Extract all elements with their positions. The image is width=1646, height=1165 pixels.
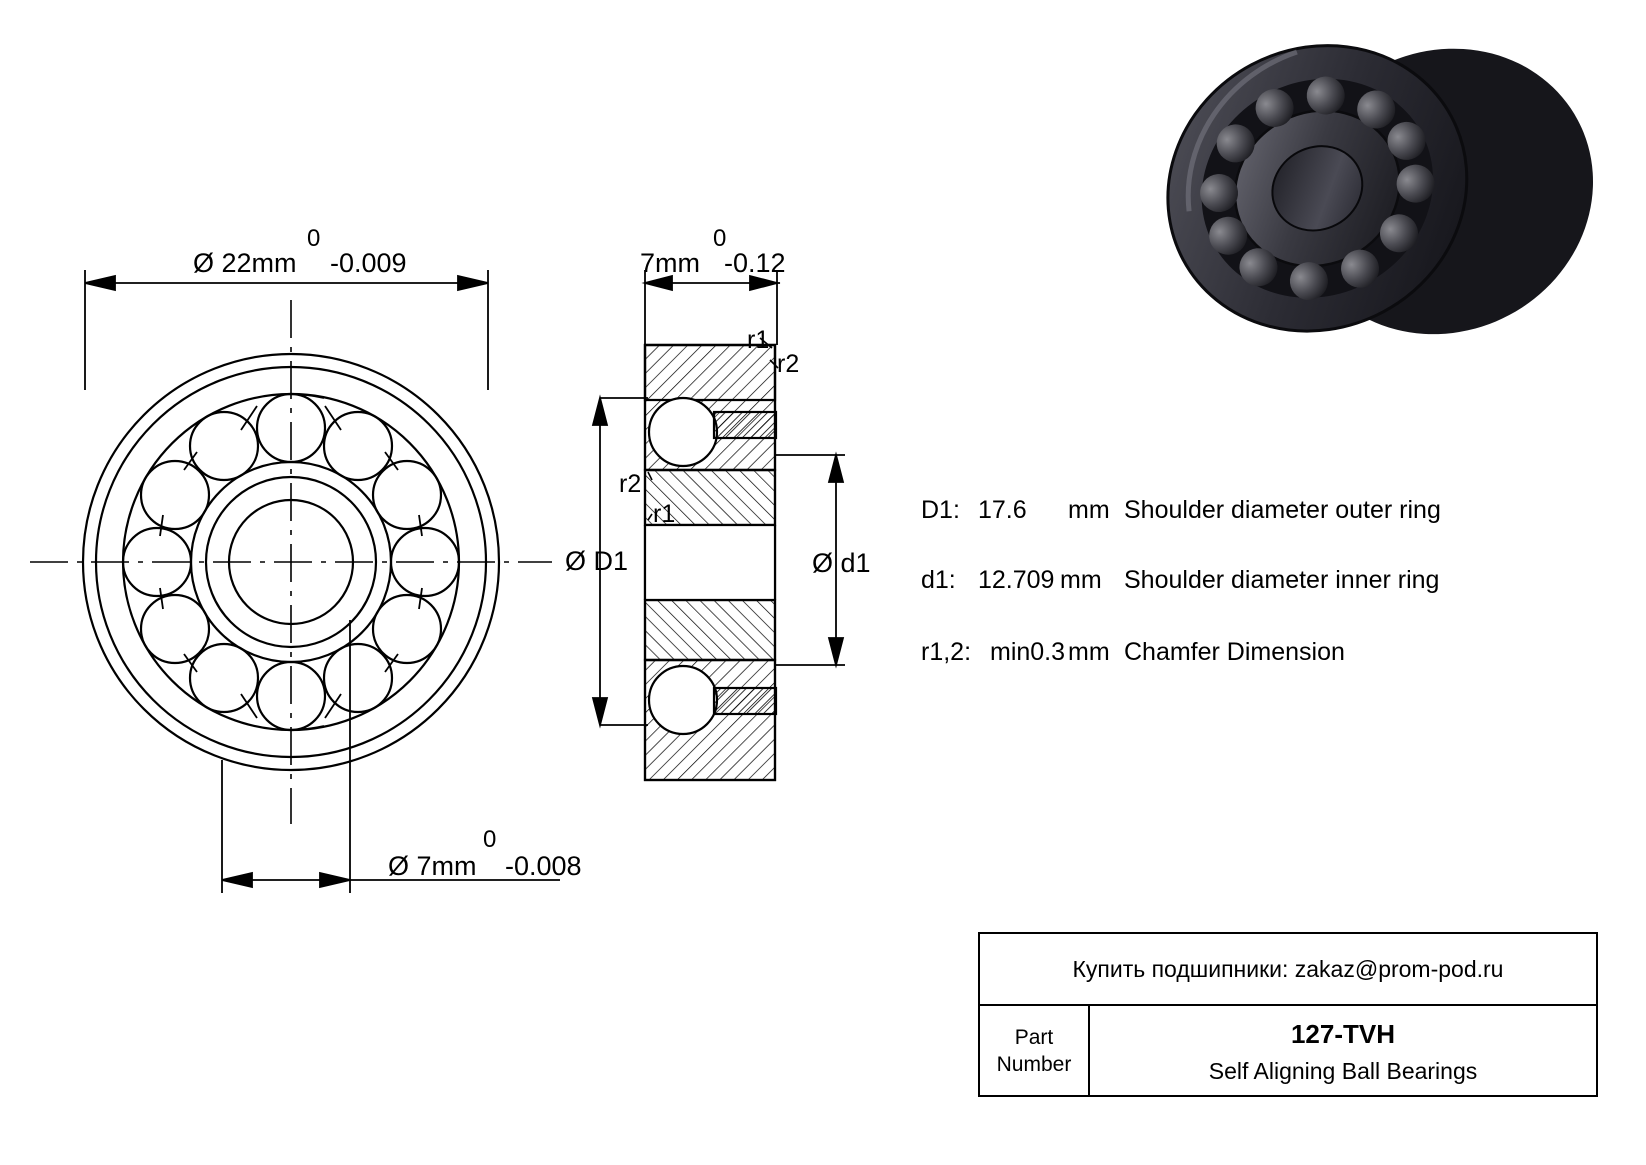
contact-email-text: Купить подшипники: zakaz@prom-pod.ru — [1072, 955, 1504, 982]
spec-description-1: Shoulder diameter inner ring — [1124, 566, 1440, 594]
label-shoulder-outer-diameter: Ø D1 — [565, 546, 629, 576]
dim-outer-diameter-value: Ø 22mm — [193, 248, 297, 278]
isometric-bearing-render — [1117, 0, 1643, 438]
label-r2-left: r2 — [619, 470, 642, 498]
spec-unit-1: mm — [1060, 566, 1102, 594]
dim-width-tolerance: 0 — [713, 225, 727, 252]
label-r1-top: r1 — [747, 326, 770, 354]
title-block-contact-row — [980, 934, 1596, 1006]
dim-bore-diameter-deviation: -0.008 — [505, 851, 582, 881]
part-number-value-cell — [1090, 1006, 1596, 1097]
spec-value-1: 12.709 — [978, 566, 1055, 594]
part-number-value: 127-TVH — [1290, 1018, 1396, 1049]
title-block — [978, 932, 1598, 1097]
dim-outer-diameter-tolerance: 0 — [307, 225, 321, 252]
part-label-line2: Number — [996, 1052, 1072, 1076]
spec-description-2: Chamfer Dimension — [1124, 638, 1345, 666]
part-label-line1: Part — [1014, 1026, 1054, 1050]
dim-outer-diameter-deviation: -0.009 — [330, 248, 407, 278]
dim-bore-diameter-tolerance: 0 — [483, 826, 497, 853]
label-r2-top: r2 — [777, 350, 800, 378]
spec-key-1: d1: — [921, 566, 956, 594]
spec-unit-0: mm — [1068, 496, 1110, 524]
spec-description-0: Shoulder diameter outer ring — [1124, 496, 1441, 524]
dim-outer-diameter — [85, 270, 488, 390]
dim-bore-diameter-value: Ø 7mm — [388, 851, 477, 881]
front-view-centerlines — [30, 300, 552, 824]
spec-value-2: min0.3 — [990, 638, 1066, 666]
dim-width-value: 7mm — [640, 248, 700, 278]
product-family-value: Self Aligning Ball Bearings — [1208, 1057, 1478, 1084]
part-number-label-cell — [980, 1006, 1090, 1097]
spec-unit-2: mm — [1068, 638, 1110, 666]
spec-key-0: D1: — [921, 496, 960, 524]
label-shoulder-inner-diameter: Ø d1 — [812, 548, 871, 578]
spec-value-0: 17.6 — [978, 496, 1027, 524]
label-r1-left: r1 — [653, 500, 676, 528]
title-block-part-row — [980, 1006, 1596, 1097]
spec-key-2: r1,2: — [921, 638, 972, 666]
dim-width-deviation: -0.12 — [724, 248, 786, 278]
side-view-geometry — [645, 345, 776, 780]
